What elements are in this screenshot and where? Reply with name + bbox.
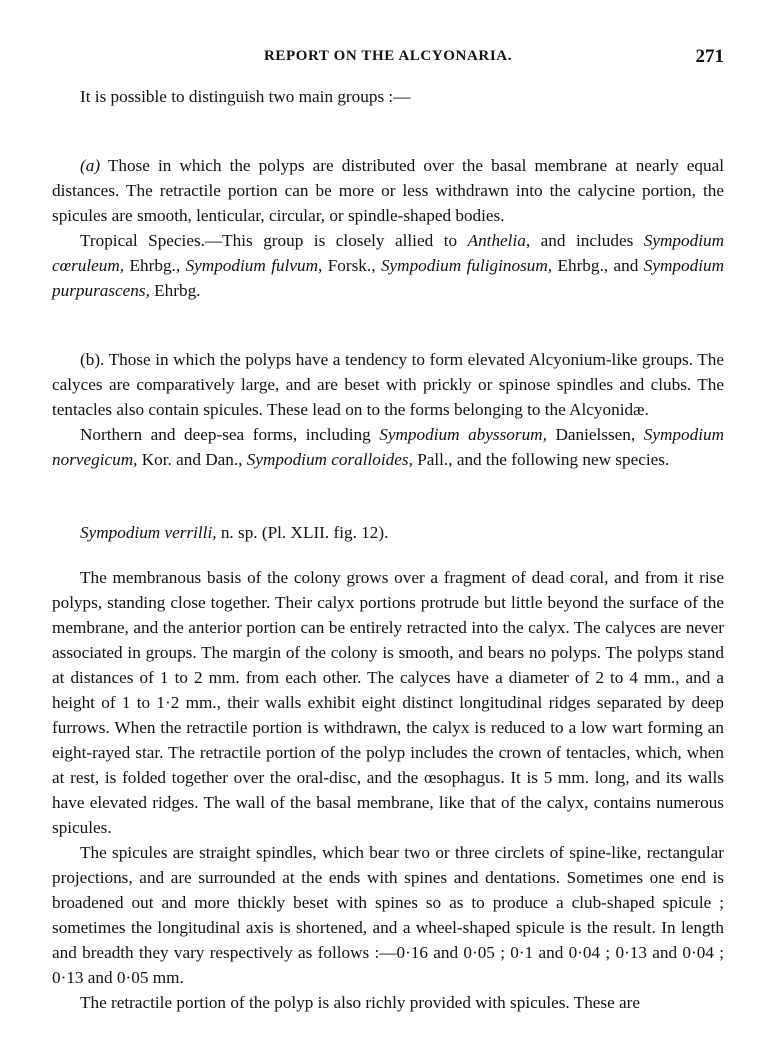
group-a-species-text: Ehrbg., and (552, 256, 644, 275)
description-paragraph-2 (52, 840, 724, 990)
group-b-label: (b). (80, 350, 105, 369)
species-name: Sympodium purpurascens, (52, 256, 724, 300)
species-name: Sympodium cœruleum, (52, 231, 724, 275)
group-b-species-text: Danielssen, (546, 425, 644, 444)
group-b-species-text: Northern and deep-sea forms, including (80, 425, 380, 444)
page-body (52, 84, 724, 1015)
group-a-paragraph (52, 153, 724, 228)
group-a-label: (a) (80, 156, 101, 175)
group-a-species-text: Tropical Species.—This group is closely allied to (80, 231, 468, 250)
description-text: The retractile portion of the polyp is also richly provided with spicules. These are (80, 993, 641, 1012)
group-a-species-text: and includes (530, 231, 644, 250)
group-a-species-text: Ehrbg., (124, 256, 186, 275)
description-text: The spicules are straight spindles, which bear two or three circlets of spine-like, rectangular projections, and are surrounded at the ends with spines and dentations. Sometimes one end is broadened out and more thickly beset with spines so as to produce a club-shaped spicule ; sometimes the longitudinal axis is shortened, and a wheel-shaped spicule is the result. In length and breadth they vary respectively as follows :—0·16 and 0·05 ; 0·1 and 0·04 ; 0·13 and 0·04 ; 0·13 and 0·05 mm. (52, 843, 724, 987)
species-name: Sympodium fuliginosum, (380, 256, 553, 275)
page-header (52, 46, 724, 70)
description-text: The membranous basis of the colony grows over a fragment of dead coral, and from it rise polyps, standing close together. Their calyx portions protrude but little beyond the surface of the membrane, and the anterior portion can be entirely retracted into the calyx. The calyces are never associated in groups. The margin of the colony is smooth, and bears no polyps. The polyps stand at distances of 1 to 2 mm. from each other. The calyces have a diameter of 2 to 4 mm., and a height of 1 to 1·2 mm., their walls exhibit eight distinct longitudinal ridges separated by deep furrows. When the retractile portion is withdrawn, the calyx is reduced to a low wart forming an eight-rayed star. The retractile portion of the polyp includes the crown of tentacles, which, when at rest, is folded together over the oral-disc, and the œsophagus. It is 5 mm. long, and its walls have elevated ridges. The wall of the basal membrane, like that of the calyx, contains numerous spicules. (52, 568, 724, 837)
species-name: Sympodium abyssorum, (379, 425, 547, 444)
species-name: Sympodium fulvum, (185, 256, 323, 275)
group-a-species-text: Forsk., (322, 256, 381, 275)
group-b-text: Those in which the polyps have a tendency to form elevated Alcyonium-like groups. The calyces are comparatively large, and are beset with prickly or spinose spindles and clubs. The tentacles also contain spicules. These lead on to the forms belonging to the Alcyonidæ. (52, 350, 724, 419)
group-b-paragraph (52, 347, 724, 422)
genus-name: Anthelia, (467, 231, 531, 250)
description-paragraph-1 (52, 565, 724, 840)
group-b-species-paragraph (52, 422, 724, 472)
running-title: REPORT ON THE ALCYONARIA. (263, 48, 513, 64)
intro-text: It is possible to distinguish two main groups :— (80, 87, 411, 106)
group-b-species-text: Pall., and the following new species. (412, 450, 670, 469)
species-heading-name: Sympodium verrilli, (80, 523, 217, 542)
species-name: Sympodium coralloides, (246, 450, 413, 469)
species-heading-rest: n. sp. (Pl. XLII. fig. 12). (216, 523, 389, 542)
species-name: Sympodium norvegicum, (52, 425, 724, 469)
group-a-text: Those in which the polyps are distributed over the basal membrane at nearly equal distances. The retractile portion can be more or less withdrawn into the calycine portion, the spicules are smooth, lenticular, circular, or spindle-shaped bodies. (52, 156, 724, 225)
group-a-species-text: Ehrbg. (149, 281, 201, 300)
description-paragraph-3 (52, 990, 724, 1015)
species-heading (52, 520, 724, 545)
group-b-species-text: Kor. and Dan., (137, 450, 247, 469)
group-a-species-paragraph (52, 228, 724, 303)
page-number: 271 (695, 46, 724, 67)
intro-paragraph (52, 84, 724, 109)
